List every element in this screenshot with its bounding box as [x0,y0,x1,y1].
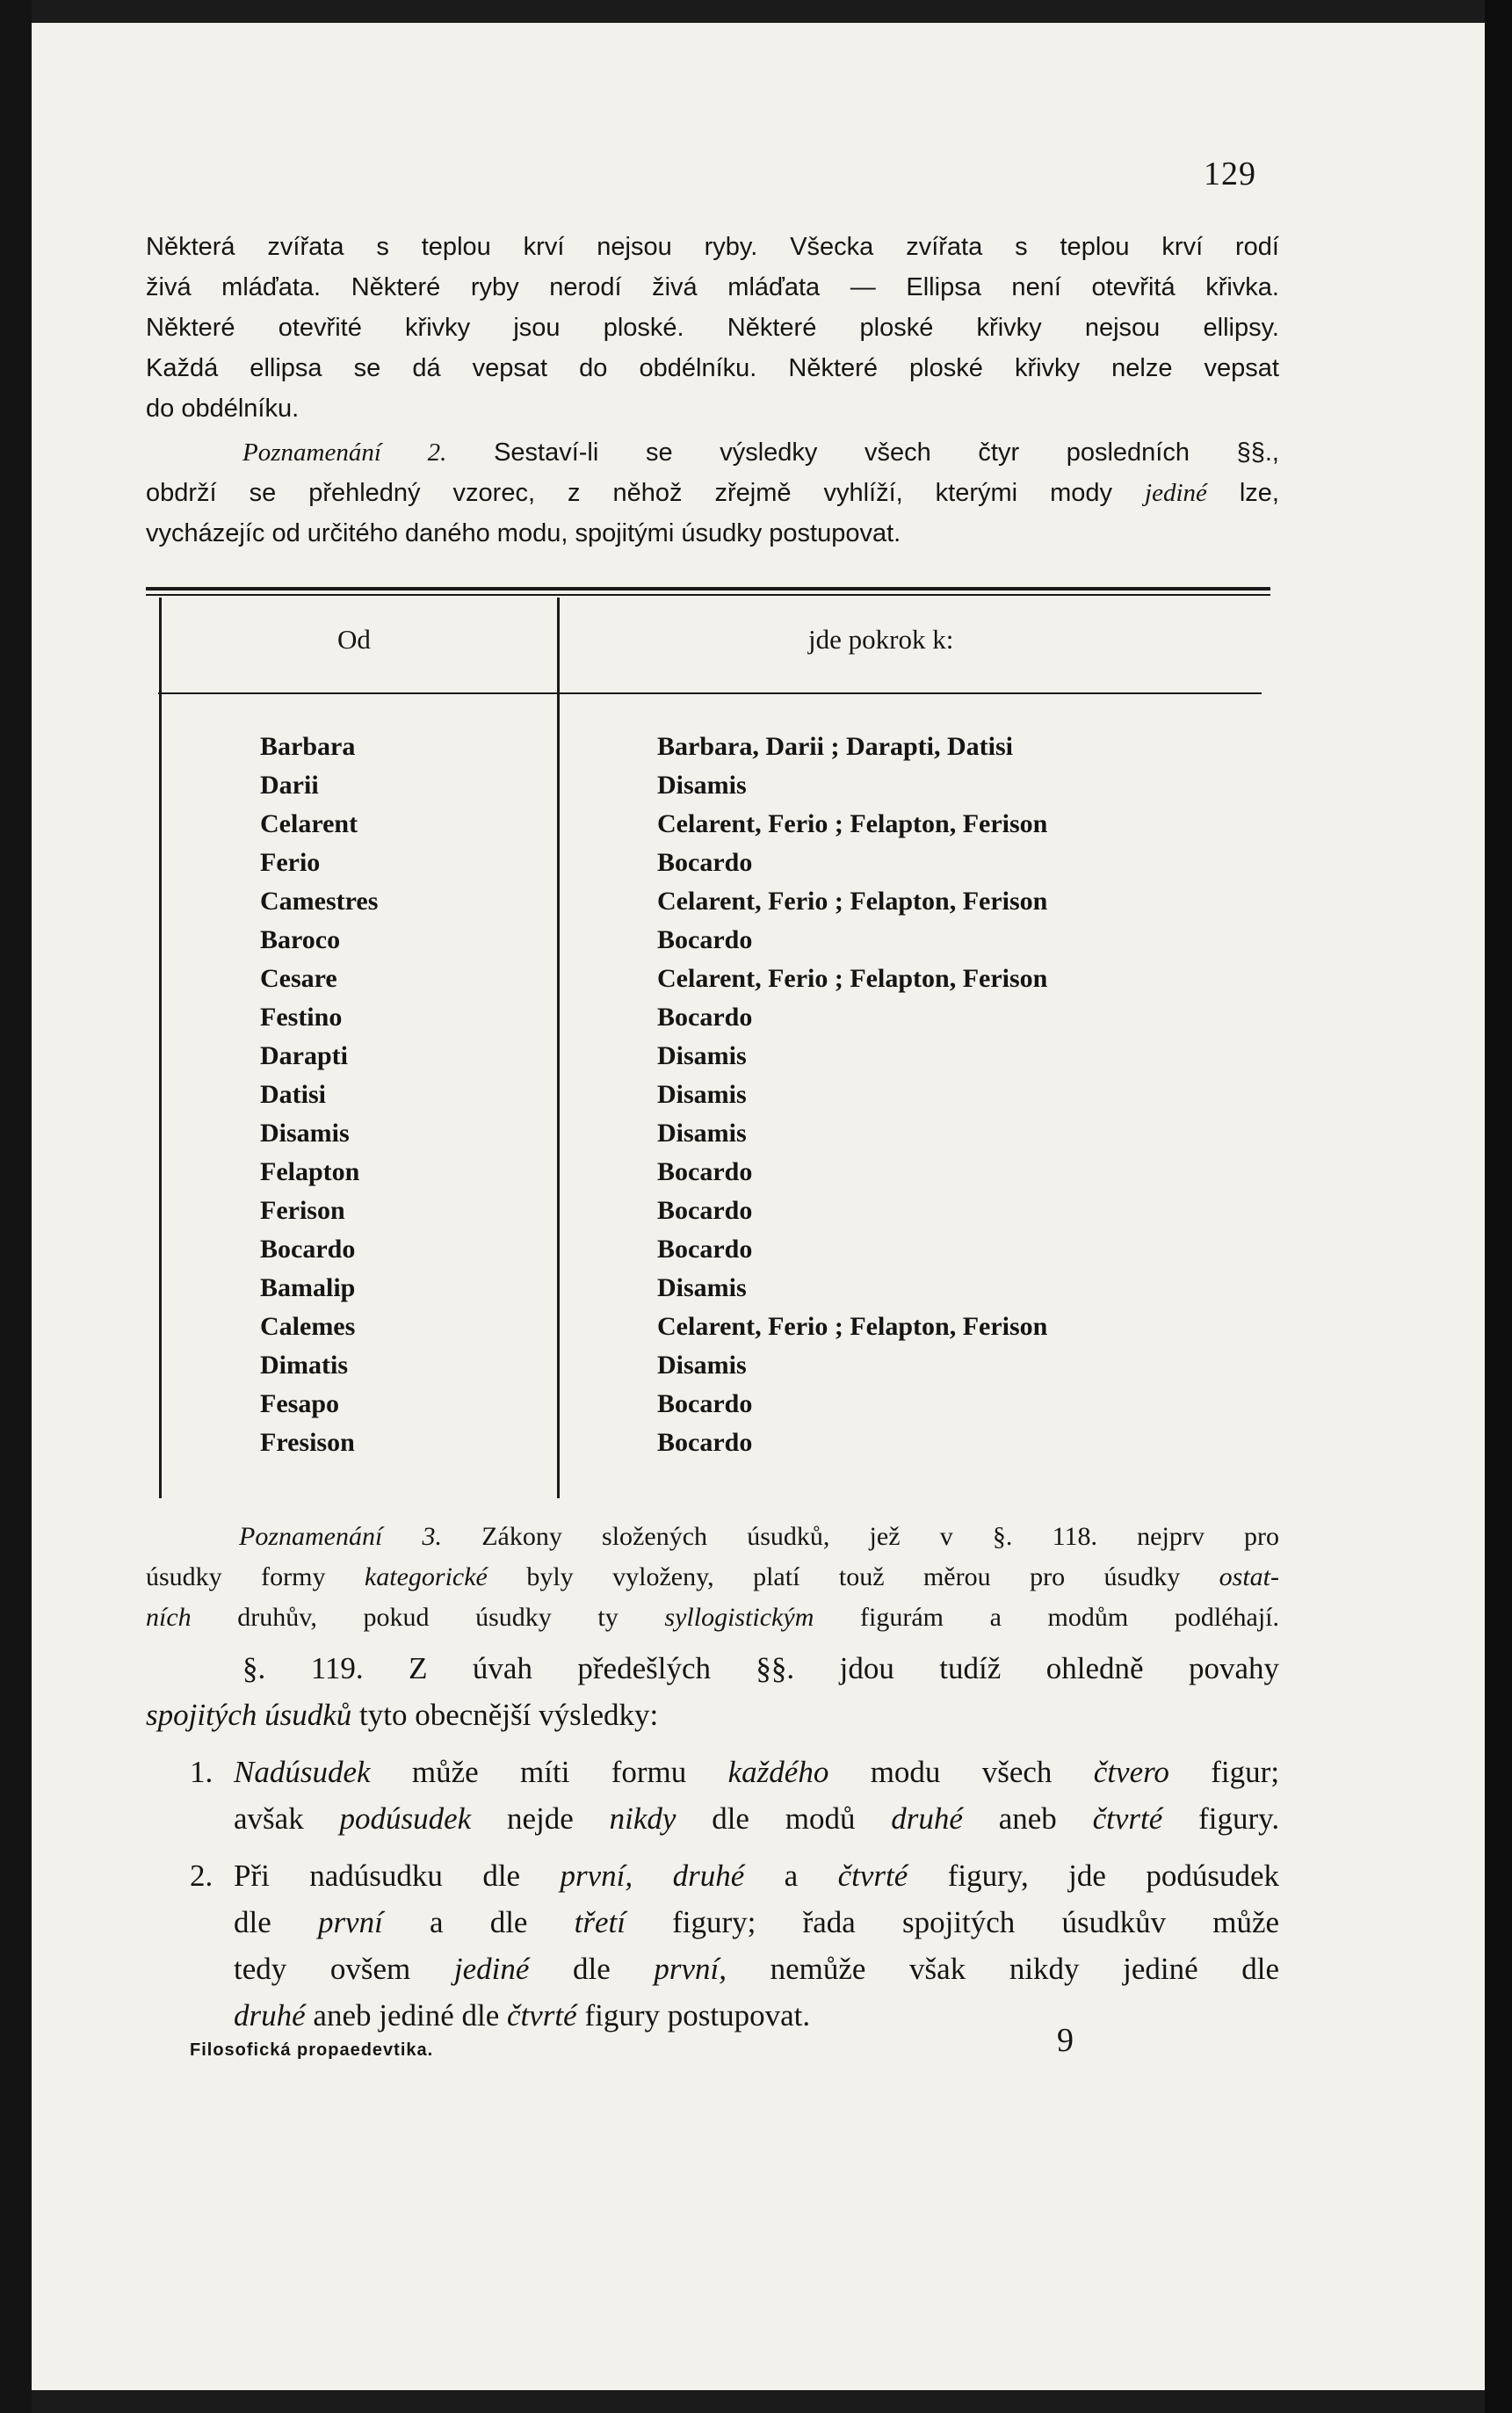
item-1-text: figury. [1198,1801,1280,1836]
table-cell-to: Disamis [657,771,747,800]
item-1-emphasis: čtvrté [1092,1801,1163,1836]
table-cell-to: Disamis [657,1080,747,1109]
table-cell-from: Ferison [260,1196,345,1225]
note-3-emphasis: syllogistickým [664,1603,814,1632]
item-1-line [234,1749,1279,1795]
item-1-emphasis: každého [727,1755,829,1789]
table-cell-to: Bocardo [657,1235,753,1264]
table-cell-to: Disamis [657,1273,747,1302]
item-1-text: nejde [507,1801,574,1836]
table-cell-from: Camestres [260,887,379,916]
table-cell-from: Cesare [260,964,337,993]
item-1 [234,1749,1279,1842]
table-left-border [159,598,162,1498]
item-2-text: Při nadúsudku dle [234,1859,521,1893]
footer-signature-mark: 9 [1057,2022,1074,2059]
section-119 [146,1645,1279,1738]
table-cell-from: Celarent [260,809,358,838]
table-cell-to: Celarent, Ferio ; Felapton, Ferison [657,964,1048,993]
item-2-text: figury, jde podúsudek [947,1859,1279,1893]
note-2-line: vycházejíc od určitého daného modu, spojitými úsudky postupovat. [146,519,901,547]
item-1-text: dle modů [712,1801,856,1836]
item-2-text: a dle [430,1905,528,1939]
table-header-to: jde pokrok k: [808,624,954,655]
item-1-emphasis: podúsudek [339,1801,472,1836]
table-cell-to: Bocardo [657,1389,753,1418]
note-3-paragraph [146,1517,1279,1638]
item-1-line [234,1795,1279,1842]
table-cell-to: Bocardo [657,848,753,877]
item-2-text: a [784,1859,799,1893]
intro-paragraph [146,227,1279,429]
item-1-emphasis: čtvero [1093,1755,1169,1789]
note-3-text: byly vyloženy, platí touž měrou pro úsudky [526,1562,1181,1591]
note-3-emphasis: kategorické [364,1562,488,1591]
note-2-line [146,432,1279,473]
note-2-text: lze, [1239,479,1279,507]
note-3-text: druhův, pokud úsudky ty [237,1603,619,1632]
table-cell-from: Dimatis [260,1351,348,1380]
intro-line: živá mláďata. Některé ryby nerodí živá mláďata — Ellipsa není otevřitá křivka. [146,273,1279,301]
item-2-emphasis: druhé [234,1998,306,2033]
table-top-rule [146,587,1270,591]
table-cell-from: Fesapo [260,1389,339,1418]
item-2-number: 2. [190,1859,213,1893]
item-2-line [234,1852,1279,1899]
intro-line: Některá zvířata s teplou krví nejsou ryby. Všecka zvířata s teplou krví rodí [146,233,1279,261]
item-2-text: dle [234,1905,271,1939]
table-cell-to: Barbara, Darii ; Darapti, Datisi [657,732,1013,761]
note-3-emphasis: ostat- [1219,1562,1279,1591]
item-1-text: modu všech [870,1755,1053,1789]
table-cell-from: Darii [260,771,319,800]
item-2-emphasis: jediné [453,1952,530,1986]
item-2-line [234,1992,1279,2039]
table-cell-from: Bocardo [260,1235,356,1264]
table-cell-from: Baroco [260,925,341,954]
table-cell-from: Disamis [260,1119,350,1148]
item-2-text: nemůže však nikdy jediné dle [770,1952,1280,1986]
table-cell-from: Datisi [260,1080,326,1109]
table-cell-to: Bocardo [657,1003,753,1032]
table-header-from: Od [337,624,371,655]
intro-line: do obdélníku. [146,395,300,423]
item-2-line [234,1899,1279,1946]
note-2-text: Sestaví-li se výsledky všech čtyr posledních §§., [494,438,1279,467]
item-1-text: avšak [234,1801,304,1836]
table-column-divider [557,598,560,1498]
item-2-emphasis: první [317,1905,383,1939]
footer-book-title: Filosofická propaedevtika. [190,2040,434,2060]
note-2-label: Poznamenání 2. [242,438,447,467]
note-3-line [146,1598,1279,1638]
note-2-emphasis: jediné [1145,479,1207,507]
note-3-emphasis: ních [146,1603,192,1632]
note-3-line [146,1517,1279,1557]
item-2 [234,1852,1279,2039]
table-cell-to: Disamis [657,1041,747,1070]
item-1-text: aneb [998,1801,1057,1836]
page-number: 129 [1204,156,1256,192]
item-2-line [234,1946,1279,1992]
section-119-text: tyto obecnější výsledky: [359,1698,659,1732]
section-119-emphasis: spojitých úsudků [146,1698,352,1732]
scan-edge-left [0,0,32,2413]
table-cell-from: Fresison [260,1428,355,1457]
note-3-text: úsudky formy [146,1562,326,1591]
item-2-text: dle [573,1952,611,1986]
note-3-line [146,1557,1279,1598]
intro-line: Každá ellipsa se dá vepsat do obdélníku. Některé ploské křivky nelze vepsat [146,354,1279,382]
item-2-text: figury postupovat. [584,1998,811,2033]
item-1-text: může míti formu [411,1755,687,1789]
item-2-text: aneb jediné dle [313,1998,500,2033]
item-1-emphasis: druhé [891,1801,963,1836]
item-2-emphasis: první, [654,1952,727,1986]
item-1-number: 1. [190,1755,213,1789]
item-2-emphasis: čtvrté [507,1998,577,2033]
table-cell-to: Disamis [657,1119,747,1148]
note-3-label: Poznamenání 3. [239,1522,443,1551]
note-2-text: obdrží se přehledný vzorec, z něhož zřejmě vyhlíží, kterými mody [146,479,1113,507]
table-from-column [260,728,378,1462]
note-2-paragraph [146,432,1279,554]
table-cell-from: Festino [260,1003,343,1032]
item-1-emphasis: nikdy [609,1801,676,1836]
table-header-rule [158,692,1262,694]
table-cell-from: Calemes [260,1312,356,1341]
table-cell-to: Celarent, Ferio ; Felapton, Ferison [657,1312,1048,1341]
item-2-text: figury; řada spojitých úsudkův může [672,1905,1280,1939]
item-2-emphasis: třetí [574,1905,626,1939]
table-cell-to: Bocardo [657,1428,753,1457]
section-119-line [146,1692,1279,1738]
table-cell-to: Celarent, Ferio ; Felapton, Ferison [657,887,1048,916]
table-cell-from: Darapti [260,1041,348,1070]
item-2-emphasis: první, druhé [560,1859,745,1893]
table-cell-to: Celarent, Ferio ; Felapton, Ferison [657,809,1048,838]
table-cell-from: Bamalip [260,1273,356,1302]
table-cell-from: Barbara [260,732,356,761]
table-to-column [657,728,1047,1462]
note-3-text: Zákony složených úsudků, jež v §. 118. nejprv pro [481,1522,1279,1551]
intro-line: Některé otevřité křivky jsou ploské. Některé ploské křivky nejsou ellipsy. [146,314,1279,342]
item-1-text: figur; [1211,1755,1280,1789]
item-1-emphasis: Nadúsudek [234,1755,371,1789]
scan-edge-right [1485,0,1512,2413]
table-cell-to: Bocardo [657,1157,753,1186]
item-2-emphasis: čtvrté [837,1859,908,1893]
table-cell-from: Ferio [260,848,321,877]
table-cell-to: Bocardo [657,1196,753,1225]
note-3-text: figurám a modům podléhají. [860,1603,1279,1632]
table-cell-from: Felapton [260,1157,360,1186]
note-2-line [146,473,1279,513]
section-119-line: §. 119. Z úvah předešlých §§. jdou tudíž ohledně povahy [242,1651,1279,1685]
item-2-text: tedy ovšem [234,1952,411,1986]
table-cell-to: Disamis [657,1351,747,1380]
table-top-rule-thin [146,594,1270,596]
table-cell-to: Bocardo [657,925,753,954]
